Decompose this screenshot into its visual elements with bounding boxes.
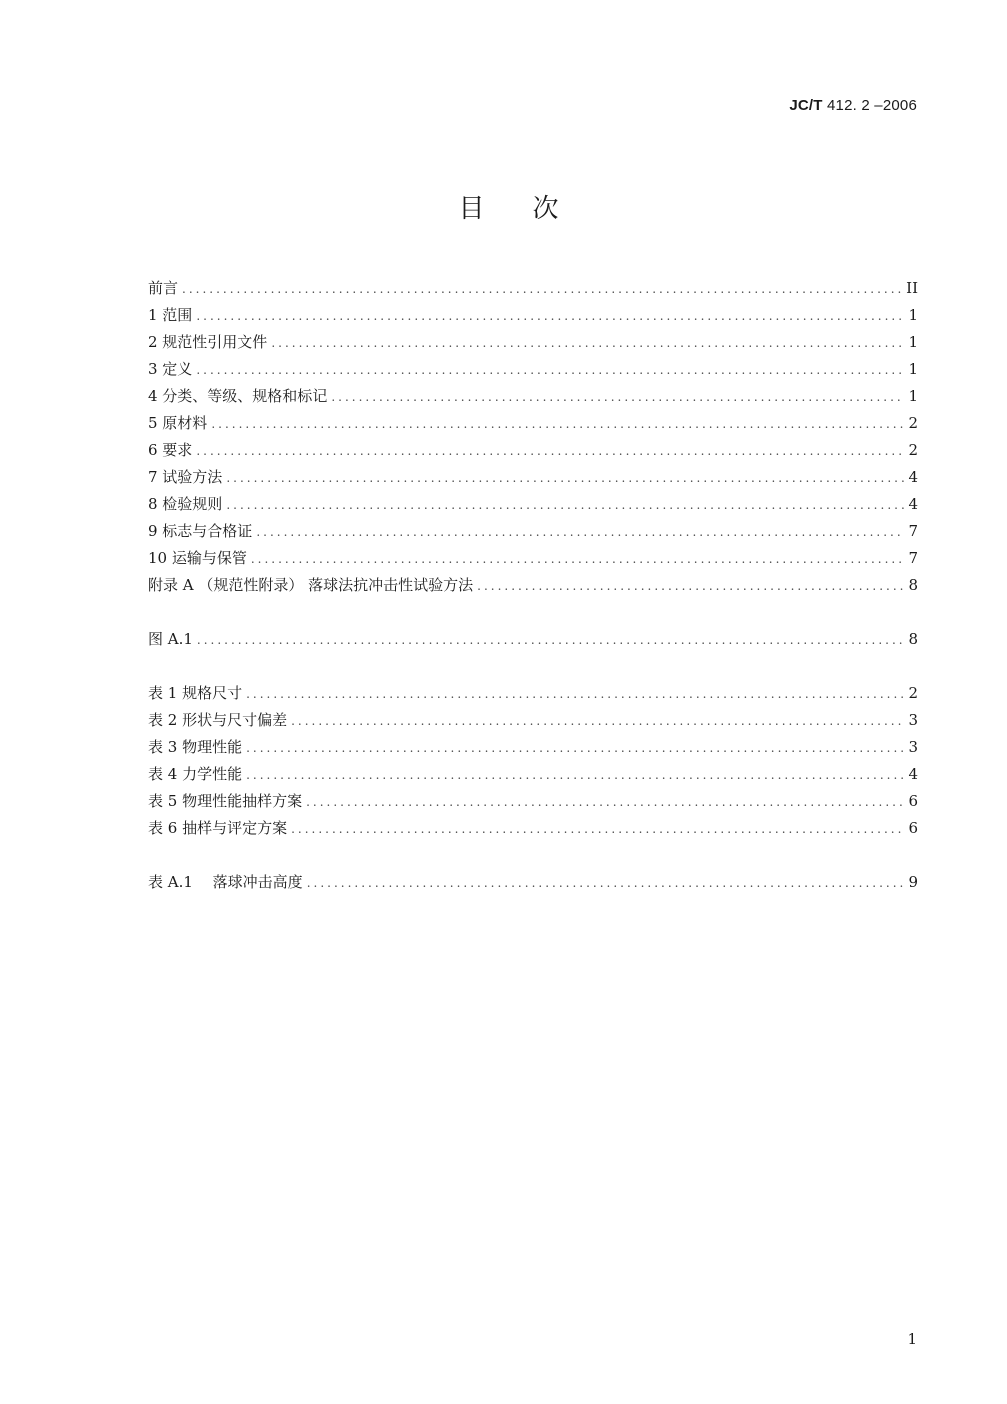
toc-entry[interactable] (148, 275, 918, 302)
toc-entry-page: II (906, 279, 918, 297)
toc-dot-leader (306, 789, 904, 816)
toc-dot-leader (331, 384, 904, 411)
toc-dot-leader (291, 708, 904, 735)
toc-entry-page: 6 (908, 792, 918, 810)
toc-dot-leader (307, 870, 904, 897)
toc-entry[interactable] (148, 869, 918, 896)
toc-entry-label: 表 3 物理性能 (148, 738, 243, 756)
toc-entry[interactable] (148, 572, 918, 599)
toc-entry-label: 表 1 规格尺寸 (148, 684, 243, 702)
toc-entry-label: 表 4 力学性能 (148, 765, 243, 783)
toc-entry-page: 1 (908, 333, 918, 351)
standard-number (789, 97, 917, 114)
toc-entry-label: 表 2 形状与尺寸偏差 (148, 711, 288, 729)
toc-entry-page: 2 (908, 441, 918, 459)
toc-entry[interactable] (148, 518, 918, 545)
toc-entry-label: 附录 A （规范性附录） 落球法抗冲击性试验方法 (148, 576, 474, 594)
toc-entry-label: 4 分类、等级、规格和标记 (148, 387, 328, 405)
toc-entry-label: 2 规范性引用文件 (148, 333, 268, 351)
toc-dot-leader (477, 573, 904, 600)
toc-entry[interactable] (148, 788, 918, 815)
toc-entry[interactable] (148, 383, 918, 410)
toc-dot-leader (291, 816, 904, 843)
toc-entry-label: 表 5 物理性能抽样方案 (148, 792, 303, 810)
toc-dot-leader (226, 465, 904, 492)
toc-entry[interactable] (148, 437, 918, 464)
toc-group (148, 869, 918, 896)
table-of-contents (148, 275, 918, 896)
toc-entry[interactable] (148, 761, 918, 788)
toc-entry-page: 4 (908, 495, 918, 513)
toc-dot-leader (196, 357, 904, 384)
toc-entry-page: 1 (908, 306, 918, 324)
toc-entry[interactable] (148, 302, 918, 329)
toc-entry-page: 8 (908, 576, 918, 594)
toc-entry-label: 5 原材料 (148, 414, 208, 432)
toc-dot-leader (197, 627, 904, 654)
toc-entry-page: 6 (908, 819, 918, 837)
toc-entry-page: 9 (908, 873, 918, 891)
toc-entry-page: 1 (908, 387, 918, 405)
toc-entry-label: 表 6 抽样与评定方案 (148, 819, 288, 837)
toc-entry-label: 9 标志与合格证 (148, 522, 253, 540)
toc-entry-page: 7 (908, 549, 918, 567)
toc-entry[interactable] (148, 356, 918, 383)
toc-entry-page: 1 (908, 360, 918, 378)
toc-entry-page: 2 (908, 684, 918, 702)
page-number: 1 (907, 1330, 917, 1348)
toc-dot-leader (196, 303, 904, 330)
toc-dot-leader (251, 546, 904, 573)
toc-dot-leader (271, 330, 904, 357)
page-title: 目次 (458, 194, 607, 224)
toc-dot-leader (246, 735, 904, 762)
toc-entry[interactable] (148, 464, 918, 491)
toc-entry[interactable] (148, 410, 918, 437)
toc-entry[interactable] (148, 329, 918, 356)
toc-entry-page: 2 (908, 414, 918, 432)
toc-dot-leader (196, 438, 904, 465)
toc-entry-page: 7 (908, 522, 918, 540)
toc-entry-label: 3 定义 (148, 360, 193, 378)
standard-prefix: JC/T (789, 97, 823, 114)
toc-group (148, 626, 918, 653)
toc-entry[interactable] (148, 707, 918, 734)
toc-dot-leader (256, 519, 904, 546)
standard-suffix: 412. 2 –2006 (822, 97, 917, 114)
toc-entry-label: 7 试验方法 (148, 468, 223, 486)
toc-entry-page: 3 (908, 738, 918, 756)
toc-entry[interactable] (148, 626, 918, 653)
toc-entry[interactable] (148, 491, 918, 518)
toc-entry-label: 图 A.1 (148, 630, 193, 648)
toc-dot-leader (246, 762, 904, 789)
toc-dot-leader (246, 681, 904, 708)
toc-entry-label: 前言 (148, 279, 179, 297)
toc-entry-label: 8 检验规则 (148, 495, 223, 513)
toc-dot-leader (226, 492, 904, 519)
toc-entry-label: 10 运输与保管 (148, 549, 247, 567)
toc-entry-label: 1 范围 (148, 306, 193, 324)
toc-entry-label: 表 A.1 落球冲击高度 (148, 873, 303, 891)
toc-entry-page: 8 (908, 630, 918, 648)
toc-entry-label: 6 要求 (148, 441, 193, 459)
toc-group (148, 680, 918, 842)
toc-entry-page: 3 (908, 711, 918, 729)
toc-entry[interactable] (148, 734, 918, 761)
toc-group (148, 275, 918, 599)
toc-entry[interactable] (148, 680, 918, 707)
toc-entry[interactable] (148, 815, 918, 842)
toc-dot-leader (211, 411, 904, 438)
toc-entry-page: 4 (908, 468, 918, 486)
toc-entry[interactable] (148, 545, 918, 572)
toc-dot-leader (182, 276, 902, 303)
toc-entry-page: 4 (908, 765, 918, 783)
